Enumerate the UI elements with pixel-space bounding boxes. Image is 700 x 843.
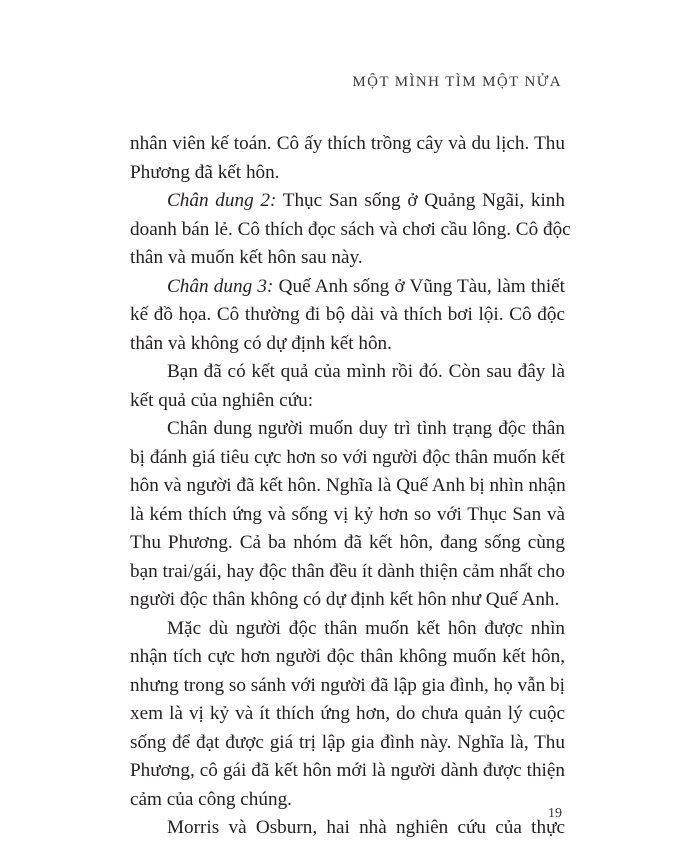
- body-text: [130, 130, 571, 843]
- text-line: kết quả của nghiên cứu:: [130, 389, 314, 411]
- page-number: 19: [548, 806, 562, 821]
- text-line: nhưng trong so sánh với người đã lập gia đình, họ vẫn bị: [130, 674, 565, 696]
- text-line: thân và muốn kết hôn sau này.: [130, 247, 363, 268]
- text-line: thân và không có dự định kết hôn.: [130, 332, 392, 354]
- text-line: sống để đạt được giá trị lập gia đình này. Nghĩa là, Thu: [130, 731, 565, 753]
- text-line: doanh bán lẻ. Cô thích đọc sách và chơi cầu lông. Cô độc: [130, 218, 571, 240]
- text-line: Chân dung 2: Thục San sống ở Quảng Ngãi, kinh: [167, 190, 565, 211]
- text-line: xem là vị kỷ và ít thích ứng hơn, do chưa quản lý cuộc: [130, 703, 565, 724]
- text-line: là kém thích ứng và sống vị kỷ hơn so với Thục San và: [130, 503, 565, 525]
- text-line: bị đánh giá tiêu cực hơn so với người độc thân muốn kết: [130, 446, 565, 468]
- text-line: Bạn đã có kết quả của mình rồi đó. Còn sau đây là: [167, 361, 565, 382]
- text-line: kế đồ họa. Cô thường đi bộ dài và thích bơi lội. Cô độc: [130, 304, 565, 325]
- portrait-label: Chân dung 2:: [167, 190, 277, 211]
- portrait-label: Chân dung 3:: [167, 275, 274, 297]
- text-line: Phương đã kết hôn.: [130, 161, 280, 183]
- text-line: hôn và người đã kết hôn. Nghĩa là Quế Anh bị nhìn nhận: [130, 475, 566, 496]
- text-line: Chân dung 3: Quế Anh sống ở Vũng Tàu, làm thiết: [167, 275, 565, 297]
- text-line: Thu Phương. Cả ba nhóm đã kết hôn, đang sống cùng: [130, 532, 565, 553]
- text-line: nhân viên kế toán. Cô ấy thích trồng cây và du lịch. Thu: [130, 133, 565, 154]
- text-line: Phương, cô gái đã kết hôn mới là người dành được thiện: [130, 760, 565, 781]
- text-line: nhận tích cực hơn người độc thân không muốn kết hôn,: [130, 646, 565, 667]
- text-line: cảm của công chúng.: [130, 788, 292, 810]
- text-line: Mặc dù người độc thân muốn kết hôn được nhìn: [167, 617, 565, 639]
- text-line: Chân dung người muốn duy trì tình trạng độc thân: [167, 418, 565, 439]
- running-header-title: MỘT MÌNH TÌM MỘT NỬA: [352, 74, 562, 90]
- text-line: Morris và Osburn, hai nhà nghiên cứu của thực: [167, 817, 565, 838]
- text-line: bạn trai/gái, hay độc thân đều ít dành thiện cảm nhất cho: [130, 560, 565, 582]
- text-line: người độc thân không có dự định kết hôn như Quế Anh.: [130, 589, 560, 610]
